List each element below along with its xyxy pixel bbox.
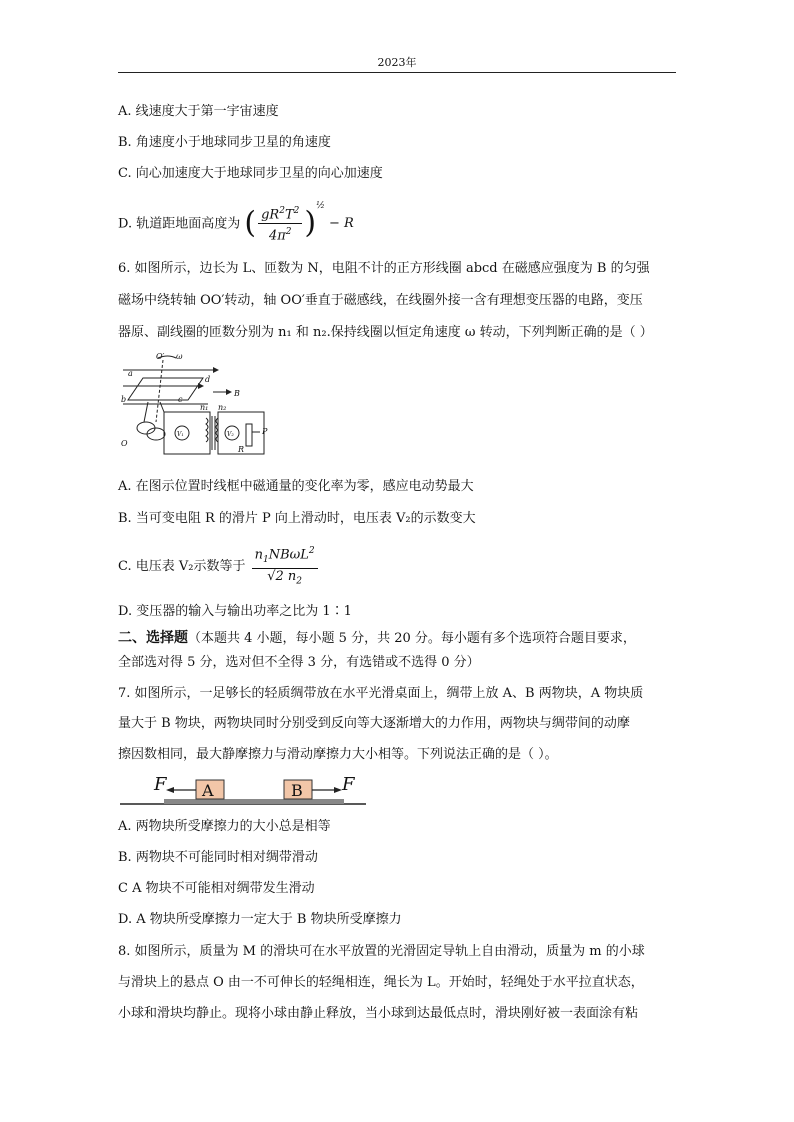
q5-option-d	[118, 198, 354, 246]
q6-option-c-formula: $\frac{n_1NB\omega L^2}{√2 n_2}$	[252, 543, 318, 590]
fig6-label-O: O	[121, 439, 128, 448]
q6-option-c-text: C. 电压表 V₂示数等于	[118, 558, 246, 574]
q7-stem-line1: 7. 如图所示，一足够长的轻质绸带放在水平光滑桌面上，绸带上放 A、B 两物块，A 物块质	[118, 686, 644, 701]
q6-option-a: A. 在图示位置时线框中磁通量的变化率为零，感应电动势最大	[118, 479, 474, 494]
q8-stem-line1: 8. 如图所示，质量为 M 的滑块可在水平放置的光滑固定导轨上自由滑动，质量为 m 的小球	[118, 944, 645, 959]
fig6-label-n2: n₂	[218, 403, 227, 412]
section2-desc-line1: （本题共 4 小题，每小题 5 分，共 20 分。每小题有多个选项符合题目要求，	[188, 631, 636, 646]
fig6-label-V1: V₁	[177, 431, 184, 438]
q5-option-c: C. 向心加速度大于地球同步卫星的向心加速度	[118, 166, 383, 181]
fig6-label-b: b	[121, 395, 127, 404]
fig6-label-V2: V₂	[227, 431, 234, 438]
fig6-label-omega: ω	[176, 352, 183, 361]
q5-option-b: B. 角速度小于地球同步卫星的角速度	[118, 135, 331, 150]
q5-option-d-formula: ( $\frac{gR^2T^2}{4\pi^2}$ )$^{\frac{1}{2}}$ − R	[244, 201, 354, 244]
q7-stem-line3: 擦因数相同，最大静摩擦力与滑动摩擦力大小相等。下列说法正确的是（ ）。	[118, 747, 558, 762]
q6-option-c	[118, 543, 320, 590]
fig7-label-F-right: F	[342, 774, 355, 795]
q6-stem-line2: 磁场中绕转轴 OO′转动，轴 OO′垂直于磁感线，在线圈外接一含有理想变压器的电路，变压	[118, 293, 643, 308]
q8-stem-line3: 小球和滑块均静止。现将小球由静止释放，当小球到达最低点时，滑块刚好被一表面涂有粘	[118, 1006, 639, 1021]
fig7-label-A: A	[202, 781, 214, 800]
header-divider	[118, 72, 676, 73]
fig7-force-right-arrowhead	[334, 787, 342, 793]
q6-option-d: D. 变压器的输入与输出功率之比为 1∶1	[118, 604, 352, 619]
q6-stem-line1: 6. 如图所示，边长为 L、匝数为 N，电阻不计的正方形线圈 abcd 在磁感应强度为 B 的匀强	[118, 261, 650, 276]
page-header: 2023年	[377, 56, 417, 69]
fig6-label-a: a	[128, 369, 133, 378]
q7-stem-line2: 量大于 B 物块，两物块同时分别受到反向等大逐渐增大的力作用，两物块与绸带间的动摩	[118, 716, 630, 731]
fig6-label-c: c	[178, 395, 183, 404]
q6-stem-line3: 器原、副线圈的匝数分别为 n₁ 和 n₂.保持线圈以恒定角速度 ω 转动，下列判断正确的是（ ）	[118, 325, 653, 340]
q7-blocks-figure	[120, 770, 370, 810]
fig6-label-P: P	[262, 427, 268, 436]
q6-option-b: B. 当可变电阻 R 的滑片 P 向上滑动时，电压表 V₂的示数变大	[118, 511, 476, 526]
fig6-label-O-top: O′	[156, 352, 165, 361]
fig6-label-n1: n₁	[200, 403, 209, 412]
section2-title: 二、选择题	[118, 630, 188, 646]
fig7-label-B: B	[291, 781, 303, 800]
section2-desc-line2: 全部选对得 5 分，选对但不全得 3 分，有选错或不选得 0 分）	[118, 655, 480, 670]
fig6-label-B: B	[234, 389, 240, 398]
q7-option-b: B. 两物块不可能同时相对绸带滑动	[118, 850, 318, 865]
q8-stem-line2: 与滑块上的悬点 O 由一不可伸长的轻绳相连，绳长为 L。开始时，轻绳处于水平拉直状态，	[118, 975, 644, 990]
fig6-label-d: d	[205, 375, 211, 384]
fig7-label-F-left: F	[154, 774, 167, 795]
q6-coil-transformer-figure	[118, 352, 278, 464]
fig6-label-R: R	[238, 445, 245, 454]
fig7-ribbon	[164, 799, 344, 804]
q5-option-a: A. 线速度大于第一宇宙速度	[118, 104, 279, 119]
q7-option-d: D. A 物块所受摩擦力一定大于 B 物块所受摩擦力	[118, 912, 402, 927]
q7-option-c: C A 物块不可能相对绸带发生滑动	[118, 881, 315, 896]
q7-option-a: A. 两物块所受摩擦力的大小总是相等	[118, 819, 331, 834]
q5-option-d-text: D. 轨道距地面高度为	[118, 216, 241, 232]
section2-heading	[118, 629, 636, 648]
fig7-force-left-arrowhead	[166, 787, 174, 793]
